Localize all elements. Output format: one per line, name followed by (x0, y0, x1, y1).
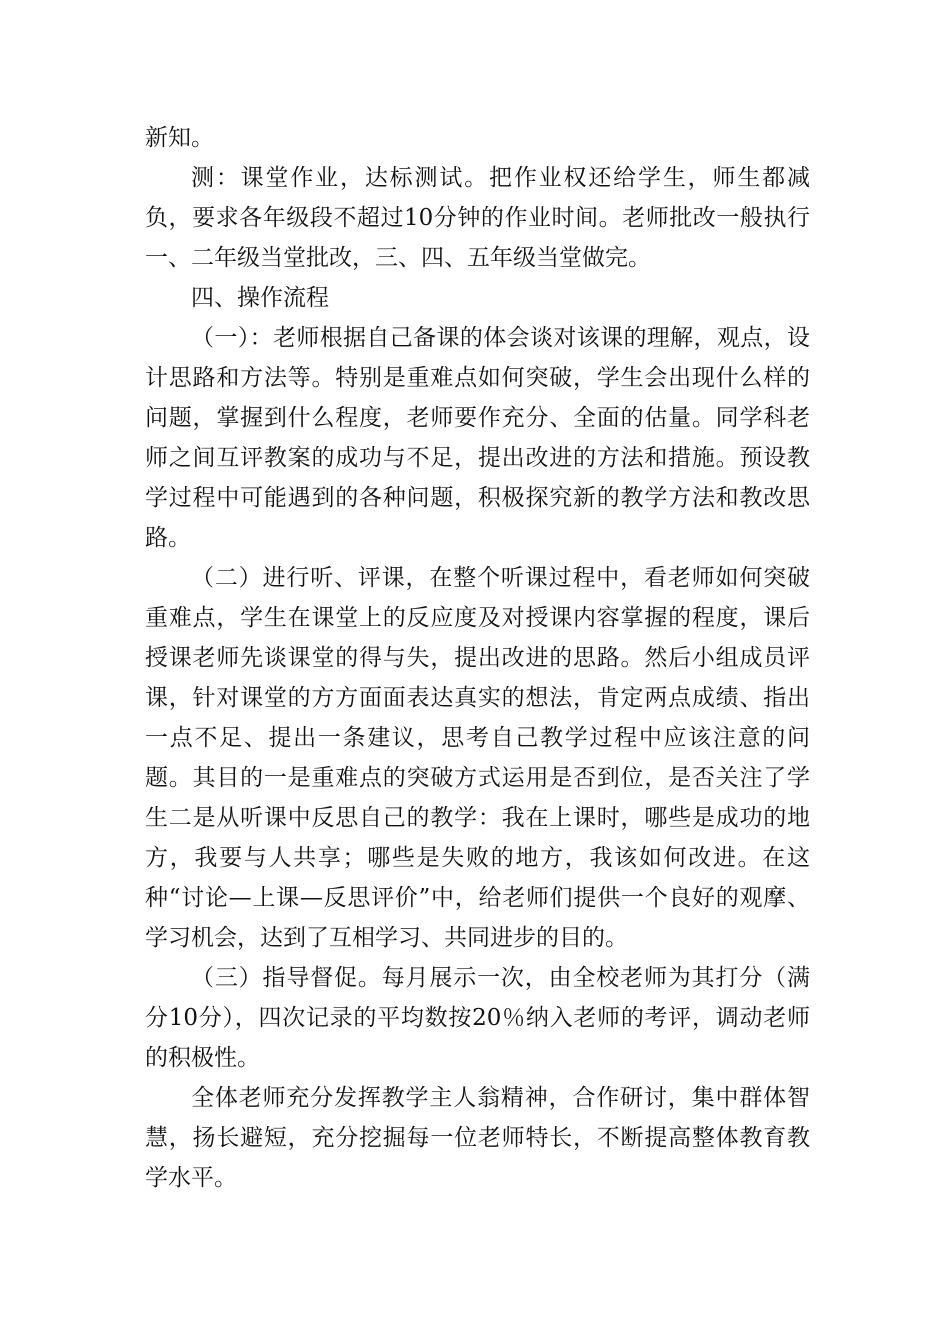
paragraph-continuation: 新知。 (145, 125, 214, 151)
paragraph-step-two: （二）进行听、评课，在整个听课过程中，看老师如何突破重难点，学生在课堂上的反应度及对授课内容掌握的程度，课后授课老师先谈课堂的得与失，提出改进的思路。然后小组成员评课，针对课堂的方方面面表达真实的想法，肯定两点成绩、指出一点不足、提出一条建议，思考自己教学过程中应该注意的问题。其目的一是重难点的突破方式运用是否到位，是否关注了学生二是从听课中反思自己的教学：我在上课时，哪些是成功的地方，我要与人共享；哪些是失败的地方，我该如何改进。在这种“讨论—上课—反思评价”中，给老师们提供一个良好的观摩、学习机会，达到了互相学习、共同进步的目的。 (145, 565, 810, 951)
paragraph-step-one: （一）：老师根据自己备课的体会谈对该课的理解，观点，设计思路和方法等。特别是重难点如何突破，学生会出现什么样的问题，掌握到什么程度，老师要作充分、全面的估量。同学科老师之间互评教案的成功与不足，提出改进的方法和措施。预设教学过程中可能遇到的各种问题，积极探究新的教学方法和教改思路。 (145, 325, 810, 551)
paragraph-step-three: （三）指导督促。每月展示一次，由全校老师为其打分（满分10分），四次记录的平均数按20％纳入老师的考评，调动老师的积极性。 (145, 965, 810, 1071)
paragraph-test: 测：课堂作业，达标测试。把作业权还给学生，师生都减负，要求各年级段不超过10分钟的作业时间。老师批改一般执行一、二年级当堂批改，三、四、五年级当堂做完。 (145, 165, 810, 271)
document-body (145, 118, 810, 1198)
paragraph-conclusion: 全体老师充分发挥教学主人翁精神，合作研讨，集中群体智慧，扬长避短，充分挖掘每一位老师特长，不断提高整体教育教学水平。 (145, 1085, 810, 1191)
section-heading-workflow: 四、操作流程 (191, 285, 329, 311)
